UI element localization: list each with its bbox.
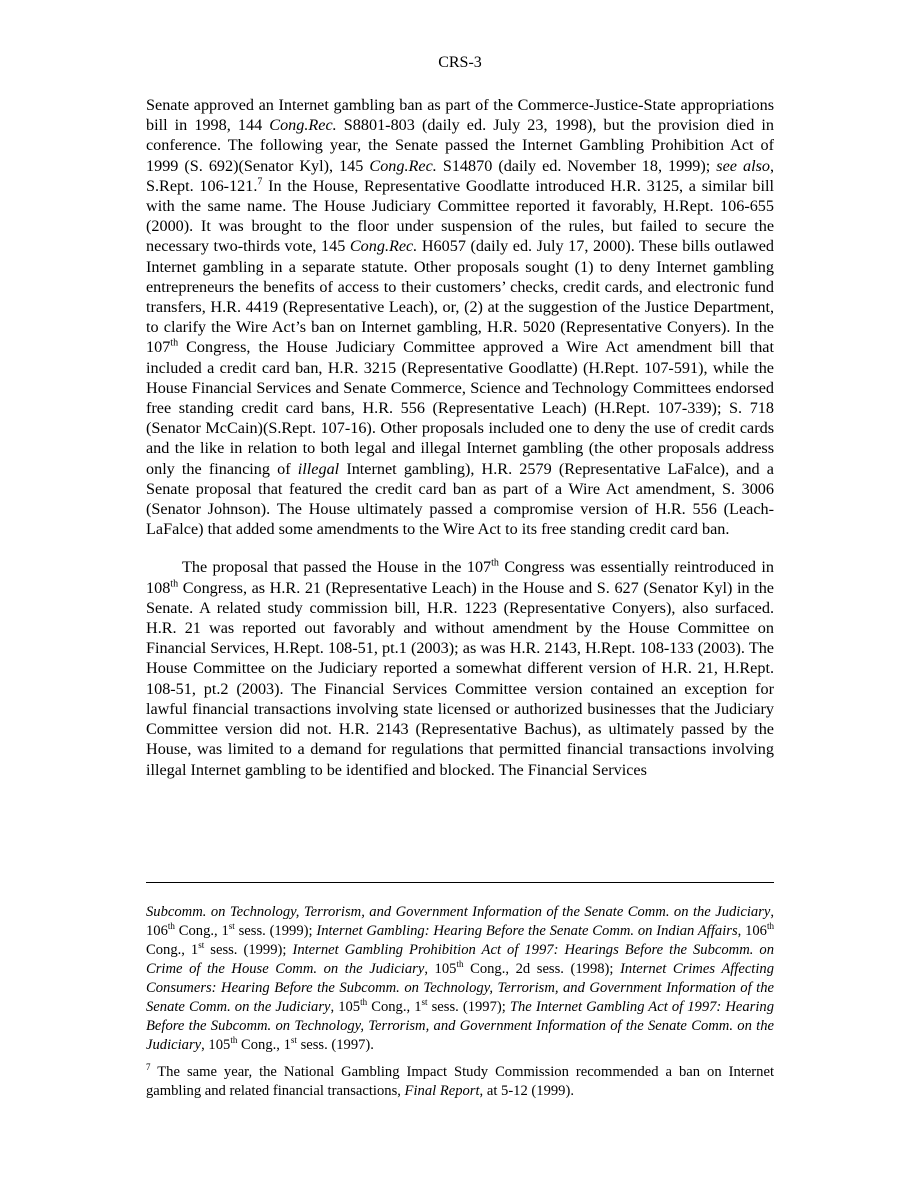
footnotes [146,903,774,1109]
footnote-ref-7: 7 [257,176,263,188]
body-text [146,95,774,798]
body-paragraph-2: The proposal that passed the House in the 107th Congress was essentially reintroduced in 108th Congress, as H.R. 21 (Representative Leach) in the House and S. 627 (Senator Kyl) in the Senate. A related study commission bill, H.R. 1223 (Representative Conyers), also surfaced. H.R. 21 was reported out favorably and without amendment by the House Committee on Financial Services, H.Rept. 108-51, pt.1 (2003); as was H.R. 2143, H.Rept. 108-133 (2003). The House Committee on the Judiciary reported a somewhat different version of H.R. 21, H.Rept. 108-51, pt.2 (2003). The Financial Services Committee version contained an exception for lawful financial transactions involving state licensed or authorized businesses that the Judiciary Committee version did not. H.R. 2143 (Representative Bachus), as ultimately passed by the House, was limited to a demand for regulations that permitted financial transactions involving illegal Internet gambling to be identified and blocked. The Financial Services [146,558,774,779]
footnote-7-marker: 7 [146,1062,151,1073]
page-number: CRS-3 [438,54,482,71]
footnote-7: $^7$ The same year, the National Gambling Impact Study Commission recommended a ban on Internet gambling and related financial transactions, Final Report, at 5-12 (1999). [146,1062,774,1099]
footnote-continuation: Subcomm. on Technology, Terrorism, and Government Information of the Senate Comm. on the Judiciary, 106th Cong., 1st sess. (1999); Internet Gambling: Hearing Before the Senate Comm. on Indian Affairs, 106th Cong., 1st sess. (1999); Internet Gambling Prohibition Act of 1997: Hearings Before the Subcomm. on Crime of the House Comm. on the Judiciary, 105th Cong., 2d sess. (1998); Internet Crimes Affecting Consumers: Hearing Before the Subcomm. on Technology, Terrorism, and Government Information of the Senate Comm. on the Judiciary, 105th Cong., 1st sess. (1997); The Internet Gambling Act of 1997: Hearing Before the Subcomm. on Technology, Terrorism, and Government Information of the Senate Comm. on the Judiciary, 105th Cong., 1st sess. (1997). [146,904,775,1053]
footnote-divider [146,882,774,883]
body-paragraph-1: Senate approved an Internet gambling ban as part of the Commerce-Justice-State appropriations bill in 1998, 144 Cong.Rec. S8801-803 (daily ed. July 23, 1998), but the provision died in conference. The following year, the Senate passed the Internet Gambling Prohibition Act of 1999 (S. 692)(Senator Kyl), 145 Cong.Rec. S14870 (daily ed. November 18, 1999); see also, S.Rept. 106-121.$^7$ In the House, Representative Goodlatte introduced H.R. 3125, a similar bill with the same name. The House Judiciary Committee reported it favorably, H.Rept. 106-655 (2000). It was brought to the floor under suspension of the rules, but failed to secure the necessary two-thirds vote, 145 Cong.Rec. H6057 (daily ed. July 17, 2000). These bills outlawed Internet gambling in a separate statute. Other proposals sought (1) to deny Internet gambling entrepreneurs the benefits of access to their customers’ checks, credit cards, and electronic fund transfers, H.R. 4419 (Representative Leach), or, (2) at the suggestion of the Justice Department, to clarify the Wire Act’s ban on Internet gambling, H.R. 5020 (Representative Conyers). In the 107th Congress, the House Judiciary Committee approved a Wire Act amendment bill that included a credit card ban, H.R. 3215 (Representative Goodlatte) (H.Rept. 107-591), while the House Financial Services and Senate Commerce, Science and Technology Committees endorsed free standing credit card bans, H.R. 556 (Representative Leach) (H.Rept. 107-339); S. 718 (Senator McCain)(S.Rept. 107-16). Other proposals included one to deny the use of credit cards and the like in relation to both legal and illegal Internet gambling (the other proposals address only the financing of illegal Internet gambling), H.R. 2579 (Representative LaFalce), and a Senate proposal that featured the credit card ban as part of a Wire Act amendment, S. 3006 (Senator Johnson). The House ultimately passed a compromise version of H.R. 556 (Leach-LaFalce) that added some amendments to the Wire Act to its free standing credit card ban. [146,96,775,539]
